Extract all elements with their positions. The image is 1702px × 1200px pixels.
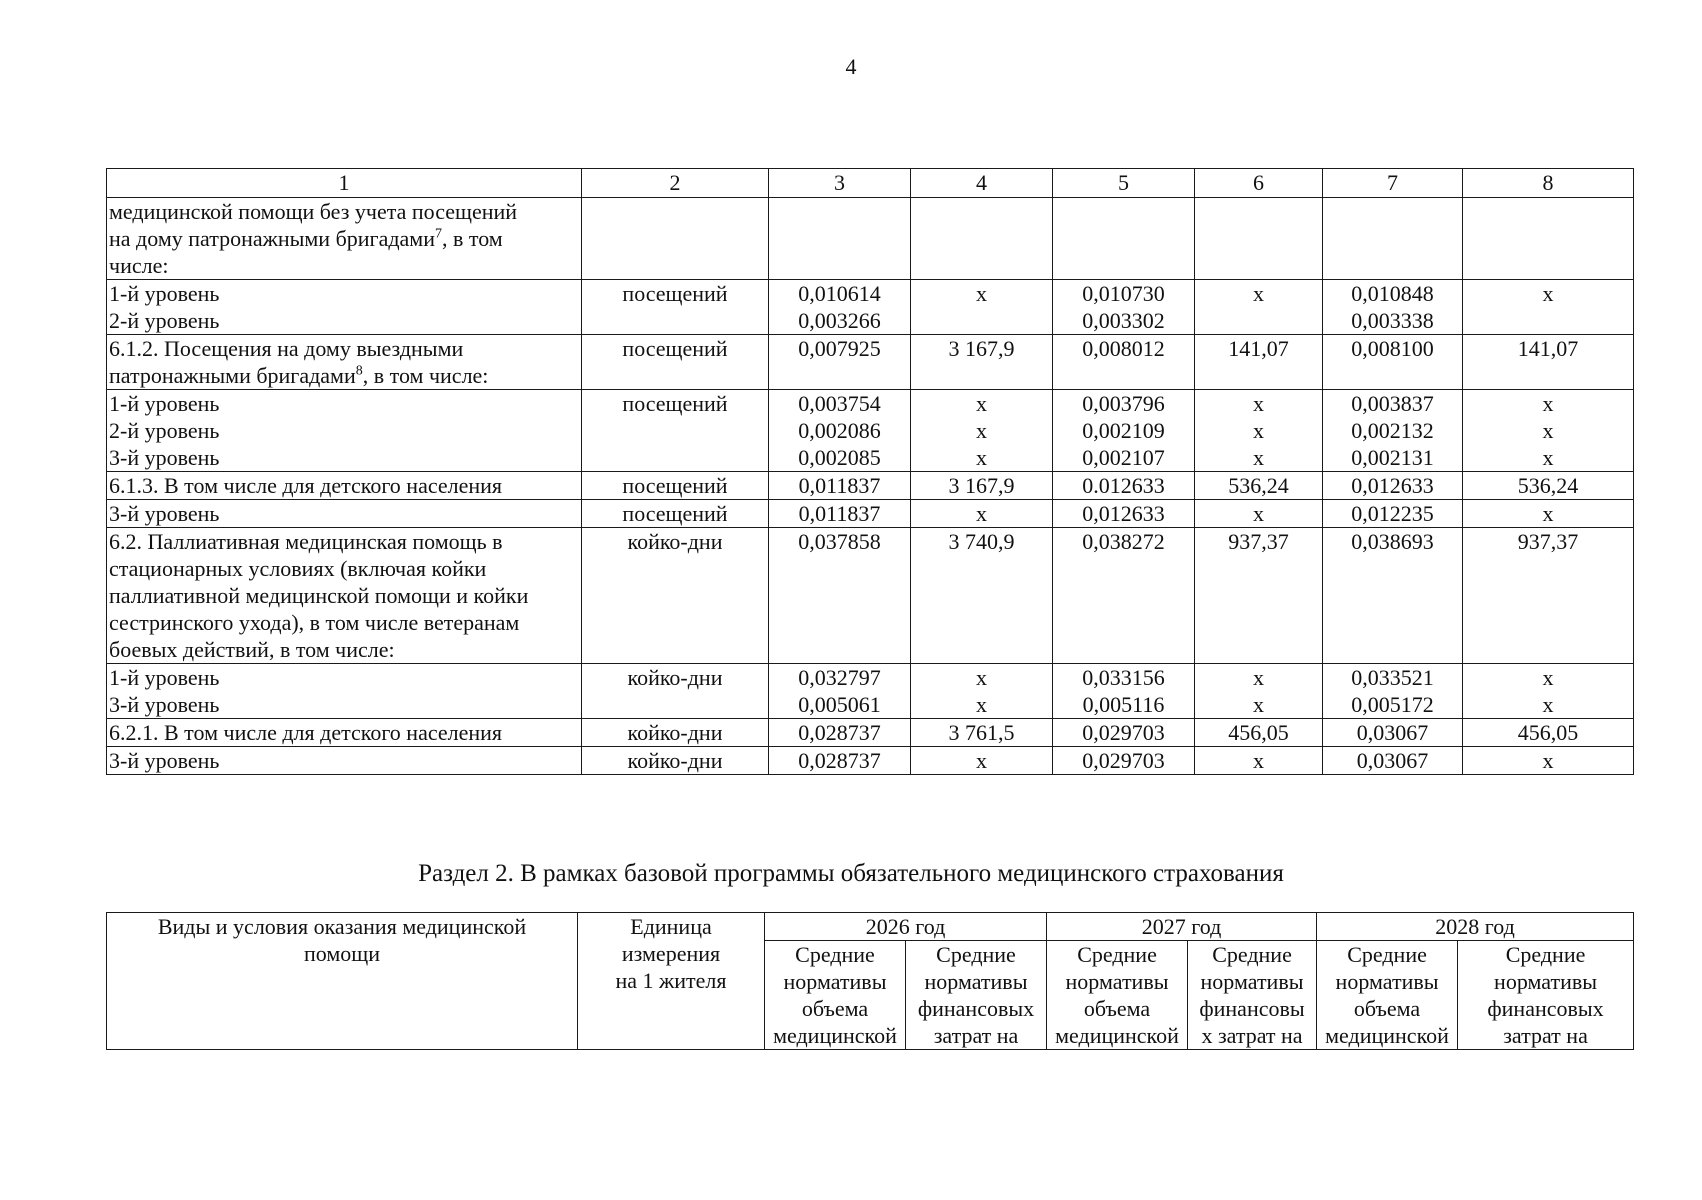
table-row: [107, 390, 1634, 472]
value-cell-c5: [1053, 198, 1195, 280]
cell-line: х затрат на: [1201, 1023, 1303, 1048]
cell-line: боевых действий, в том числе:: [109, 637, 395, 662]
unit-cell: [582, 719, 769, 747]
cell-line: 0,010614: [798, 281, 881, 306]
table-row: [107, 500, 1634, 528]
value-cell-c5: [1053, 664, 1195, 719]
cell-line: 0,037858: [798, 529, 881, 554]
section-title: Раздел 2. В рамках базовой программы обязательного медицинского страхования: [418, 860, 1284, 887]
cell-line: койко-дни: [627, 748, 723, 773]
value-cell-c8: [1463, 528, 1634, 664]
header-normative: [765, 941, 906, 1050]
footnote-mark: 7: [434, 226, 442, 242]
normatives-table: [106, 168, 1634, 775]
unit-cell: [582, 747, 769, 775]
cell-line: нормативы: [1494, 969, 1598, 994]
cell-line: х: [976, 391, 987, 416]
value-cell-c7: [1323, 335, 1463, 390]
value-cell-c3: [769, 335, 911, 390]
column-number-4: 4: [911, 169, 1053, 198]
cell-line: х: [976, 418, 987, 443]
value-cell-c4: [911, 280, 1053, 335]
row-label: [107, 472, 582, 500]
value-cell-c5: [1053, 390, 1195, 472]
cell-line: 3 761,5: [948, 720, 1015, 745]
cell-line: х: [1253, 418, 1264, 443]
cell-line: стационарных условиях (включая койки: [109, 556, 487, 581]
cell-line: 0,03067: [1356, 748, 1429, 773]
value-cell-c7: [1323, 390, 1463, 472]
row-label: [107, 664, 582, 719]
cell-line: 456,05: [1228, 720, 1289, 745]
label-tail: , в том числе:: [362, 363, 489, 388]
cell-line: 0,005172: [1351, 692, 1434, 717]
value-cell-c8: [1463, 280, 1634, 335]
cell-line: нормативы: [1200, 969, 1304, 994]
cell-line: 3-й уровень: [109, 748, 220, 773]
cell-line: измерения: [621, 941, 721, 966]
cell-line: медицинской: [773, 1023, 897, 1048]
cell-line: Средние: [1212, 942, 1292, 967]
cell-line: 0,005061: [798, 692, 881, 717]
cell-line: 0,012633: [1082, 501, 1165, 526]
column-number-3: 3: [769, 169, 911, 198]
value-cell-c7: [1323, 664, 1463, 719]
value-cell-c6: [1195, 198, 1323, 280]
cell-line: 0,003338: [1351, 308, 1434, 333]
cell-line: 3 740,9: [948, 529, 1015, 554]
value-cell-c7: [1323, 747, 1463, 775]
cell-line: патронажными бригадами$^8$, в том числе:: [109, 363, 489, 388]
table-row: [107, 472, 1634, 500]
cell-line: Единица: [630, 914, 712, 939]
value-cell-c6: [1195, 500, 1323, 528]
cell-line: 3-й уровень: [109, 501, 220, 526]
row-label: [107, 198, 582, 280]
cell-line: 2-й уровень: [109, 418, 220, 443]
header-unit: [578, 913, 765, 1050]
unit-cell: [582, 390, 769, 472]
row-label: [107, 719, 582, 747]
value-cell-c4: [911, 528, 1053, 664]
row-label: [107, 335, 582, 390]
cell-line: 0,012633: [1351, 473, 1434, 498]
header-normative: [906, 941, 1047, 1050]
value-cell-c3: [769, 500, 911, 528]
cell-line: х: [976, 501, 987, 526]
cell-line: 0,038693: [1351, 529, 1434, 554]
cell-line: 0,005116: [1082, 692, 1165, 717]
value-cell-c8: [1463, 747, 1634, 775]
cell-line: 141,07: [1517, 336, 1579, 361]
cell-line: х: [1542, 391, 1554, 416]
unit-cell: [582, 528, 769, 664]
column-number-1: 1: [107, 169, 582, 198]
value-cell-c7: [1323, 472, 1463, 500]
cell-line: 3 167,9: [948, 473, 1015, 498]
value-cell-c3: [769, 280, 911, 335]
section-header-row: [107, 913, 1634, 941]
cell-line: 3-й уровень: [109, 445, 220, 470]
page-number: 4: [845, 54, 857, 79]
cell-line: объема: [801, 996, 869, 1021]
table-row: [107, 719, 1634, 747]
value-cell-c7: [1323, 500, 1463, 528]
cell-line: посещений: [622, 391, 728, 416]
cell-line: 0,002109: [1082, 418, 1165, 443]
value-cell-c6: [1195, 390, 1323, 472]
table-row: [107, 280, 1634, 335]
value-cell-c5: [1053, 528, 1195, 664]
value-cell-c4: [911, 198, 1053, 280]
cell-line: объема: [1083, 996, 1151, 1021]
cell-line: 0,003796: [1082, 391, 1165, 416]
cell-line: посещений: [622, 473, 728, 498]
cell-line: 0,038272: [1082, 529, 1165, 554]
cell-line: 0,003837: [1351, 391, 1434, 416]
cell-line: сестринского ухода), в том числе ветеранам: [109, 610, 520, 635]
value-cell-c3: [769, 198, 911, 280]
value-cell-c6: [1195, 528, 1323, 664]
header-year: 2027 год: [1047, 913, 1317, 941]
value-cell-c4: [911, 664, 1053, 719]
value-cell-c5: [1053, 335, 1195, 390]
cell-line: 0,002085: [798, 445, 881, 470]
cell-line: 0,002107: [1082, 445, 1165, 470]
cell-line: х: [976, 692, 987, 717]
cell-line: 0,010848: [1351, 281, 1434, 306]
cell-line: х: [1542, 692, 1554, 717]
cell-line: 0.012633: [1082, 473, 1165, 498]
cell-line: 1-й уровень: [109, 281, 220, 306]
cell-line: койко-дни: [627, 665, 723, 690]
table-row: [107, 747, 1634, 775]
header-row: [107, 169, 1634, 198]
cell-line: 1-й уровень: [109, 665, 220, 690]
cell-line: 0,002132: [1351, 418, 1434, 443]
cell-line: 0,029703: [1082, 720, 1165, 745]
cell-line: на дому патронажными бригадами$^7$, в том: [109, 226, 503, 251]
cell-line: 0,011837: [798, 473, 881, 498]
cell-line: 937,37: [1228, 529, 1289, 554]
cell-line: помощи: [304, 941, 380, 966]
cell-line: 141,07: [1228, 336, 1289, 361]
cell-line: на 1 жителя: [615, 968, 727, 993]
cell-line: 1-й уровень: [109, 391, 220, 416]
cell-line: х: [976, 748, 987, 773]
table-row: [107, 335, 1634, 390]
cell-line: 536,24: [1228, 473, 1289, 498]
cell-line: нормативы: [1065, 969, 1169, 994]
cell-line: финансовы: [1199, 996, 1305, 1021]
value-cell-c8: [1463, 335, 1634, 390]
column-number-8: 8: [1463, 169, 1634, 198]
row-label: [107, 747, 582, 775]
value-cell-c3: [769, 472, 911, 500]
column-number-6: 6: [1195, 169, 1323, 198]
cell-line: 0,008012: [1082, 336, 1165, 361]
cell-line: 536,24: [1517, 473, 1579, 498]
cell-line: 3-й уровень: [109, 692, 220, 717]
value-cell-c4: [911, 747, 1053, 775]
column-number-2: 2: [582, 169, 769, 198]
cell-line: х: [1253, 445, 1264, 470]
cell-line: 6.1.3. В том числе для детского населения: [109, 473, 503, 498]
cell-line: 937,37: [1517, 529, 1579, 554]
cell-line: Средние: [795, 942, 875, 967]
unit-cell: [582, 335, 769, 390]
cell-line: 0,008100: [1351, 336, 1434, 361]
section-2-table-header: [106, 912, 1634, 1050]
cell-line: затрат на: [933, 1023, 1019, 1048]
cell-line: нормативы: [1335, 969, 1439, 994]
cell-line: числе:: [109, 253, 169, 278]
row-label: [107, 280, 582, 335]
value-cell-c8: [1463, 719, 1634, 747]
cell-line: 0,029703: [1082, 748, 1165, 773]
row-label: [107, 500, 582, 528]
cell-line: 0,003754: [798, 391, 881, 416]
cell-line: 0,033521: [1351, 665, 1434, 690]
table-row: [107, 664, 1634, 719]
value-cell-c3: [769, 528, 911, 664]
cell-line: затрат на: [1503, 1023, 1588, 1048]
header-care-types: [107, 913, 578, 1050]
cell-line: х: [976, 445, 987, 470]
cell-line: 6.2. Паллиативная медицинская помощь в: [109, 529, 503, 554]
cell-line: 0,028737: [798, 720, 881, 745]
unit-cell: [582, 664, 769, 719]
column-number-5: 5: [1053, 169, 1195, 198]
row-label: [107, 390, 582, 472]
cell-line: х: [1542, 281, 1554, 306]
value-cell-c6: [1195, 280, 1323, 335]
value-cell-c8: [1463, 198, 1634, 280]
cell-line: Средние: [936, 942, 1016, 967]
unit-cell: [582, 472, 769, 500]
value-cell-c7: [1323, 280, 1463, 335]
table-row: [107, 198, 1634, 280]
cell-line: х: [1542, 445, 1554, 470]
cell-line: 0,010730: [1082, 281, 1165, 306]
value-cell-c4: [911, 500, 1053, 528]
value-cell-c3: [769, 719, 911, 747]
cell-line: 0,007925: [798, 336, 881, 361]
label-tail: , в том: [441, 226, 503, 251]
unit-cell: [582, 198, 769, 280]
value-cell-c7: [1323, 198, 1463, 280]
value-cell-c8: [1463, 472, 1634, 500]
cell-line: Средние: [1505, 942, 1586, 967]
cell-line: койко-дни: [627, 720, 723, 745]
header-year: 2026 год: [765, 913, 1047, 941]
value-cell-c6: [1195, 664, 1323, 719]
cell-line: х: [1542, 418, 1554, 443]
cell-line: х: [1542, 665, 1554, 690]
cell-line: 0,012235: [1351, 501, 1434, 526]
cell-line: х: [976, 665, 987, 690]
cell-line: медицинской помощи без учета посещений: [109, 199, 518, 224]
header-normative: [1047, 941, 1188, 1050]
cell-line: финансовых: [917, 996, 1035, 1021]
cell-line: Виды и условия оказания медицинской: [157, 914, 527, 939]
cell-line: медицинской: [1055, 1023, 1179, 1048]
value-cell-c8: [1463, 664, 1634, 719]
value-cell-c3: [769, 747, 911, 775]
cell-line: посещений: [622, 336, 728, 361]
cell-line: финансовых: [1487, 996, 1604, 1021]
value-cell-c7: [1323, 719, 1463, 747]
cell-line: х: [1253, 692, 1264, 717]
cell-line: объема: [1353, 996, 1421, 1021]
value-cell-c6: [1195, 719, 1323, 747]
cell-line: 0,028737: [798, 748, 881, 773]
cell-line: 0,032797: [798, 665, 881, 690]
value-cell-c7: [1323, 528, 1463, 664]
header-normative: [1458, 941, 1634, 1050]
cell-line: 6.2.1. В том числе для детского населения: [109, 720, 503, 745]
cell-line: 0,002131: [1351, 445, 1434, 470]
cell-line: 0,003302: [1082, 308, 1165, 333]
cell-line: 0,003266: [798, 308, 881, 333]
cell-line: х: [1253, 391, 1264, 416]
cell-line: Средние: [1347, 942, 1427, 967]
value-cell-c6: [1195, 747, 1323, 775]
value-cell-c5: [1053, 280, 1195, 335]
value-cell-c8: [1463, 500, 1634, 528]
cell-line: посещений: [622, 281, 728, 306]
cell-line: койко-дни: [627, 529, 723, 554]
value-cell-c8: [1463, 390, 1634, 472]
cell-line: паллиативной медицинской помощи и койки: [109, 583, 529, 608]
unit-cell: [582, 500, 769, 528]
cell-line: х: [976, 281, 987, 306]
value-cell-c5: [1053, 747, 1195, 775]
cell-line: х: [1253, 748, 1264, 773]
cell-line: х: [1253, 665, 1264, 690]
value-cell-c3: [769, 390, 911, 472]
value-cell-c4: [911, 472, 1053, 500]
cell-line: 0,033156: [1082, 665, 1165, 690]
value-cell-c6: [1195, 335, 1323, 390]
cell-line: 0,002086: [798, 418, 881, 443]
cell-line: посещений: [622, 501, 728, 526]
unit-cell: [582, 280, 769, 335]
cell-line: х: [1253, 281, 1264, 306]
value-cell-c5: [1053, 500, 1195, 528]
cell-line: Средние: [1077, 942, 1157, 967]
cell-line: 6.1.2. Посещения на дому выездными: [109, 336, 464, 361]
cell-line: 2-й уровень: [109, 308, 220, 333]
value-cell-c3: [769, 664, 911, 719]
header-normative: [1188, 941, 1317, 1050]
header-year: 2028 год: [1317, 913, 1634, 941]
column-number-7: 7: [1323, 169, 1463, 198]
cell-line: х: [1253, 501, 1264, 526]
cell-line: х: [1542, 748, 1554, 773]
cell-line: х: [1542, 501, 1554, 526]
cell-line: 456,05: [1517, 720, 1579, 745]
row-label: [107, 528, 582, 664]
value-cell-c4: [911, 390, 1053, 472]
cell-line: медицинской: [1325, 1023, 1449, 1048]
header-normative: [1317, 941, 1458, 1050]
table-row: [107, 528, 1634, 664]
value-cell-c5: [1053, 719, 1195, 747]
value-cell-c4: [911, 335, 1053, 390]
cell-line: 0,011837: [798, 501, 881, 526]
cell-line: 0,03067: [1356, 720, 1429, 745]
value-cell-c6: [1195, 472, 1323, 500]
cell-line: нормативы: [924, 969, 1028, 994]
cell-line: 3 167,9: [948, 336, 1015, 361]
value-cell-c4: [911, 719, 1053, 747]
cell-line: нормативы: [783, 969, 887, 994]
footnote-mark: 8: [355, 363, 363, 379]
value-cell-c5: [1053, 472, 1195, 500]
